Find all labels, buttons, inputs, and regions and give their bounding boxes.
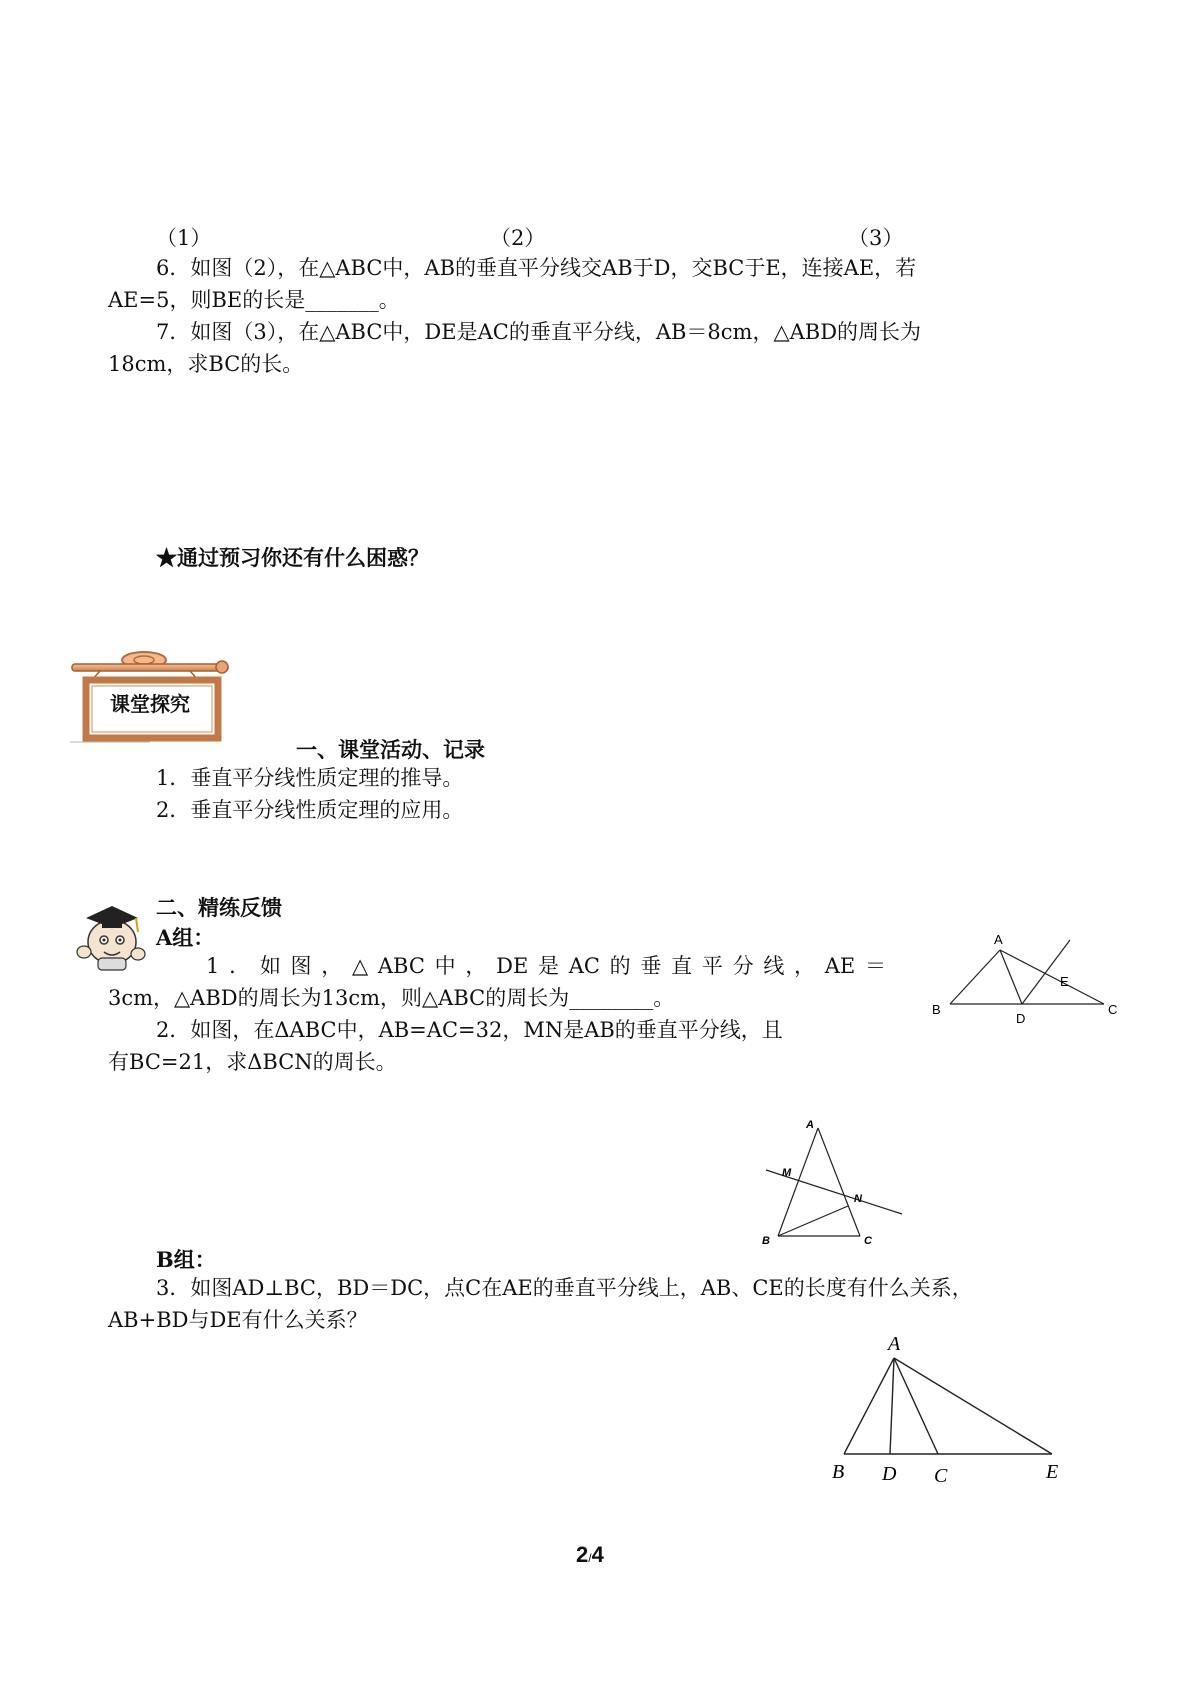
question-3-line2: AB+BD与DE有什么关系？ <box>108 1308 368 1332</box>
group-b-label: B组： <box>156 1247 216 1272</box>
scroll-rod <box>72 664 228 671</box>
point-label-a: A <box>888 1333 901 1355</box>
question-2-line1: 2．如图，在ΔABC中，AB=AC=32，MN是AB的垂直平分线，且 <box>156 1018 783 1042</box>
question-7-line1: 7．如图（3），在△ABC中，DE是AC的垂直平分线，AB＝8cm，△ABD的周长为 <box>156 320 922 344</box>
point-label-c: C <box>934 1465 948 1487</box>
section1-item1: 1．垂直平分线性质定理的推导。 <box>156 766 464 790</box>
group-a-label: A组： <box>156 925 215 950</box>
point-label-n: N <box>854 1193 862 1205</box>
point-label-a: A <box>806 1119 814 1131</box>
question-1-line2: 3cm，△ABD的周长为13cm，则△ABC的周长为________。 <box>108 986 675 1010</box>
figure-label-1: （1） <box>156 226 212 250</box>
figure-q3-triangle <box>820 1328 1080 1488</box>
segment-ae <box>894 1358 1052 1454</box>
point-label-b: B <box>762 1235 770 1247</box>
question-3-line1: 3．如图AD⊥BC，BD＝DC，点C在AE的垂直平分线上，AB、CE的长度有什么关系， <box>156 1276 973 1300</box>
point-label-e: E <box>1060 974 1069 989</box>
segment-ac <box>1000 950 1104 1004</box>
section1-title: 一、课堂活动、记录 <box>296 737 485 762</box>
question-1-line1: 1．如图，△ABC中，DE是AC的垂直平分线，AE＝ <box>206 954 886 978</box>
section1-item2: 2．垂直平分线性质定理的应用。 <box>156 798 464 822</box>
page-number <box>576 1542 604 1568</box>
section2-title: 二、精练反馈 <box>156 895 282 920</box>
segment-ab <box>950 950 1000 1004</box>
point-label-d: D <box>882 1463 897 1485</box>
page-total: 4 <box>591 1542 604 1567</box>
doubt-prompt: ★通过预习你还有什么困惑？ <box>156 545 429 570</box>
segment-ac <box>894 1358 938 1454</box>
banner-title: 课堂探究 <box>110 692 190 716</box>
point-label-b: B <box>832 1461 845 1483</box>
page-current: 2 <box>576 1542 589 1567</box>
segment-ac <box>818 1128 860 1236</box>
point-label-m: M <box>782 1167 792 1179</box>
point-label-b: B <box>932 1002 941 1017</box>
segment-ad <box>1000 950 1022 1004</box>
question-7-line2: 18cm，求BC的长。 <box>108 352 304 376</box>
figure-label-3: （3） <box>848 226 904 250</box>
segment-ab <box>778 1128 818 1236</box>
question-6-line1: 6．如图（2），在△ABC中，AB的垂直平分线交AB于D，交BC于E，连接AE，若 <box>156 256 917 280</box>
segment-bn <box>778 1206 848 1236</box>
teacher-cartoon-icon <box>74 902 148 972</box>
figure-q1-triangle <box>920 920 1120 1030</box>
point-label-e: E <box>1046 1461 1059 1483</box>
question-6-line2: AE=5，则BE的长是_______。 <box>108 288 400 312</box>
point-label-d: D <box>1016 1011 1026 1026</box>
point-label-c: C <box>1108 1002 1118 1017</box>
perpendicular-bisector-de <box>1022 940 1070 1004</box>
point-label-c: C <box>864 1235 872 1247</box>
point-label-a: A <box>994 932 1003 947</box>
figure-label-2: （2） <box>490 226 546 250</box>
figure-q2-triangle <box>752 1114 912 1250</box>
segment-ab <box>844 1358 894 1454</box>
question-2-line2: 有BC=21，求ΔBCN的周长。 <box>108 1050 397 1074</box>
segment-ad <box>890 1358 894 1454</box>
page-separator: / <box>588 1551 592 1565</box>
